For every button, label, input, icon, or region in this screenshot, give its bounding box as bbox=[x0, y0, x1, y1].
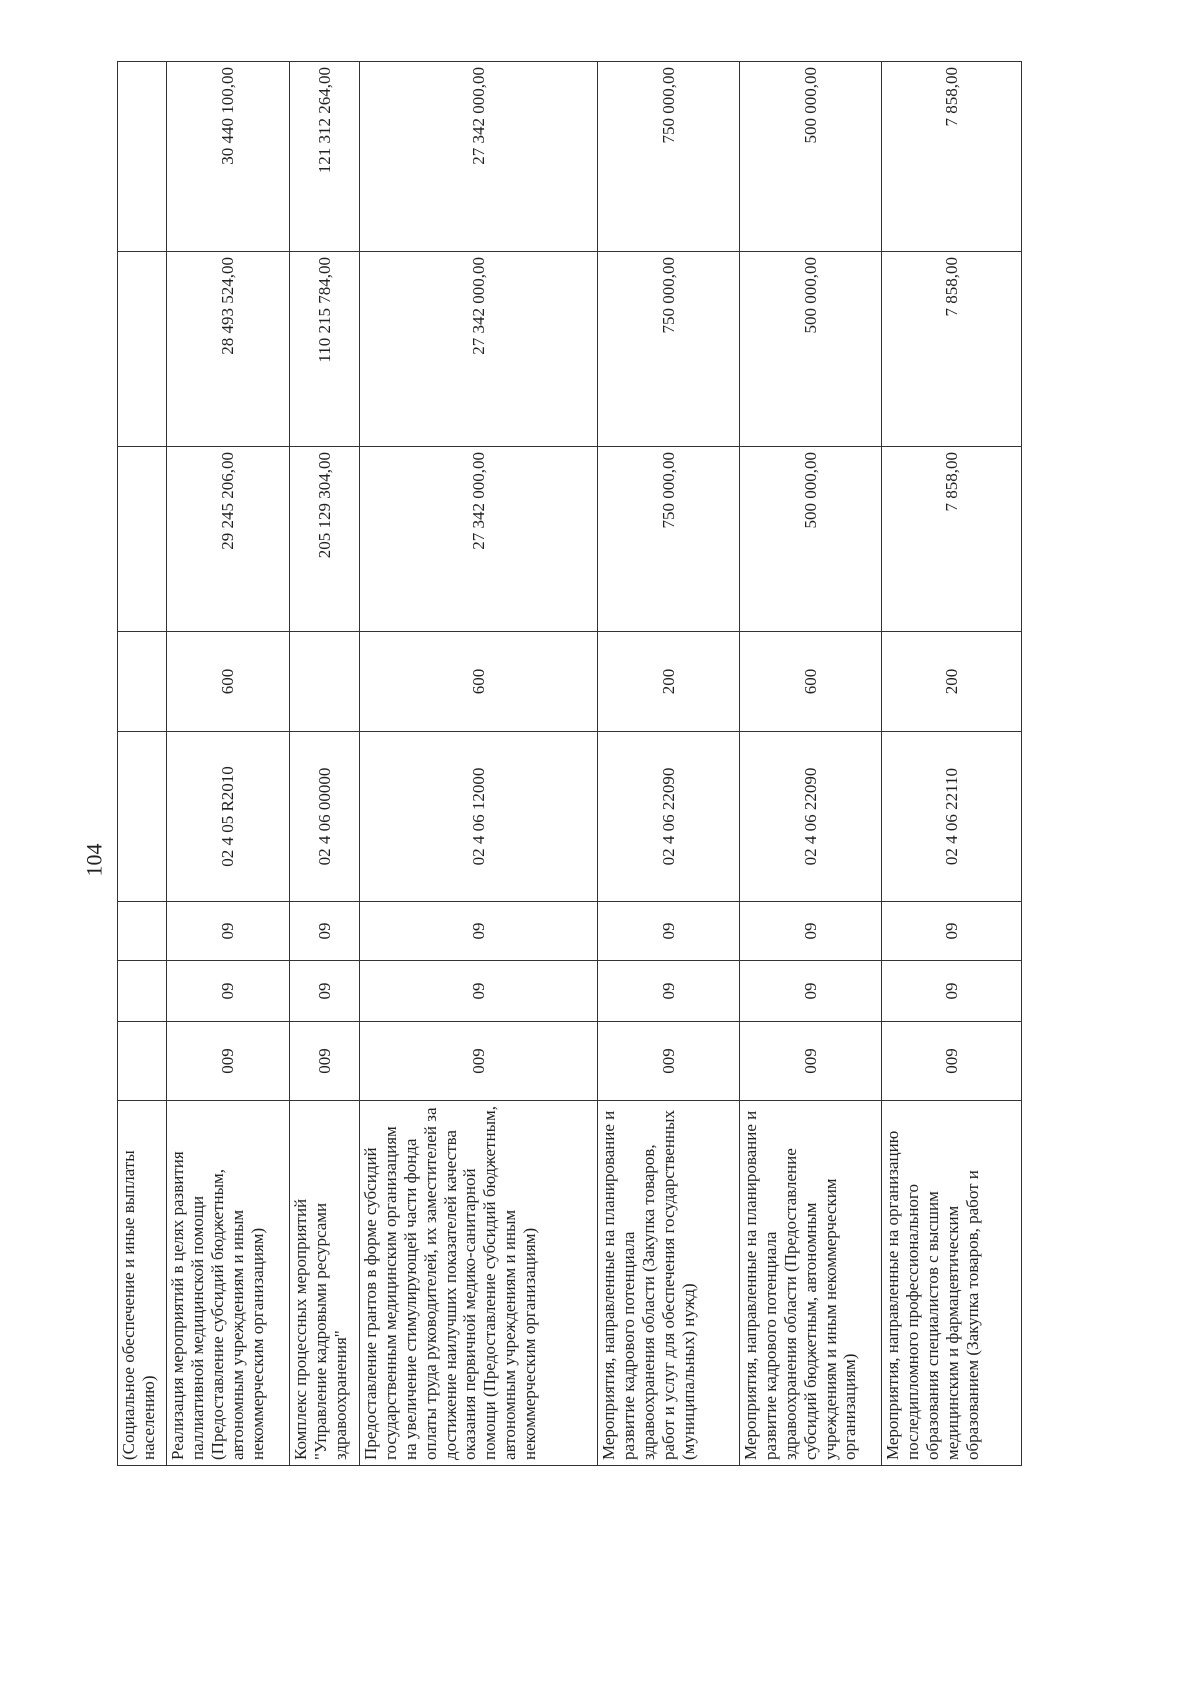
ministry-code: 009 bbox=[290, 1022, 360, 1101]
subsection-code bbox=[118, 902, 167, 961]
row-description: Предоставление грантов в форме субсидий государственным медицинским организациям на увеличение стимулирующей части фонда оплаты труда руководителей, их заместителей за достижение наилучших показателей качества оказания первичной медико-санитарной помощи (Предоставление субсидий бюджетным, автономным учреждениям и иным некоммерческим организациям) bbox=[360, 1101, 598, 1466]
table-row bbox=[740, 62, 882, 1466]
ministry-code: 009 bbox=[882, 1022, 1022, 1101]
target-article-code: 02 4 05 R2010 bbox=[167, 732, 290, 902]
ministry-code: 009 bbox=[598, 1022, 740, 1101]
subsection-code: 09 bbox=[167, 902, 290, 961]
page-number-text: 104 bbox=[81, 843, 106, 877]
expense-type-code: 600 bbox=[167, 632, 290, 732]
amount-col-2: 110 215 784,00 bbox=[290, 252, 360, 447]
subsection-code: 09 bbox=[740, 902, 882, 961]
amount-col-2: 7 858,00 bbox=[882, 252, 1022, 447]
target-article-code: 02 4 06 22090 bbox=[740, 732, 882, 902]
amount-col-1: 500 000,00 bbox=[740, 447, 882, 632]
subsection-code: 09 bbox=[290, 902, 360, 961]
target-article-code: 02 4 06 12000 bbox=[360, 732, 598, 902]
expense-type-code: 200 bbox=[598, 632, 740, 732]
budget-table-sheet bbox=[117, 62, 1021, 1466]
table-row bbox=[167, 62, 290, 1466]
section-code: 09 bbox=[360, 961, 598, 1022]
target-article-code: 02 4 06 00000 bbox=[290, 732, 360, 902]
amount-col-3: 121 312 264,00 bbox=[290, 62, 360, 252]
table-row bbox=[290, 62, 360, 1466]
ministry-code: 009 bbox=[740, 1022, 882, 1101]
budget-table-body bbox=[118, 62, 1022, 1466]
amount-col-1 bbox=[118, 447, 167, 632]
budget-table bbox=[117, 61, 1022, 1466]
amount-col-3: 30 440 100,00 bbox=[167, 62, 290, 252]
target-article-code bbox=[118, 732, 167, 902]
table-row bbox=[360, 62, 598, 1466]
ministry-code: 009 bbox=[167, 1022, 290, 1101]
row-description: (Социальное обеспечение и иные выплаты населению) bbox=[118, 1101, 167, 1466]
row-description: Мероприятия, направленные на планирование и развитие кадрового потенциала здравоохранения области (Закупка товаров, работ и услуг для обеспечения государственных (муниципальных) нужд) bbox=[598, 1101, 740, 1466]
amount-col-3: 500 000,00 bbox=[740, 62, 882, 252]
expense-type-code: 600 bbox=[360, 632, 598, 732]
amount-col-3: 750 000,00 bbox=[598, 62, 740, 252]
ministry-code: 009 bbox=[360, 1022, 598, 1101]
row-description: Комплекс процессных мероприятий "Управление кадровыми ресурсами здравоохранения" bbox=[290, 1101, 360, 1466]
table-row bbox=[118, 62, 167, 1466]
amount-col-1: 27 342 000,00 bbox=[360, 447, 598, 632]
target-article-code: 02 4 06 22090 bbox=[598, 732, 740, 902]
expense-type-code bbox=[290, 632, 360, 732]
row-description: Мероприятия, направленные на планирование и развитие кадрового потенциала здравоохранения области (Предоставление субсидий бюджетным, автономным учреждениям и иным некоммерческим организациям) bbox=[740, 1101, 882, 1466]
amount-col-3: 7 858,00 bbox=[882, 62, 1022, 252]
subsection-code: 09 bbox=[882, 902, 1022, 961]
amount-col-2: 28 493 524,00 bbox=[167, 252, 290, 447]
amount-col-1: 750 000,00 bbox=[598, 447, 740, 632]
amount-col-3 bbox=[118, 62, 167, 252]
section-code: 09 bbox=[290, 961, 360, 1022]
section-code: 09 bbox=[167, 961, 290, 1022]
amount-col-1: 205 129 304,00 bbox=[290, 447, 360, 632]
amount-col-1: 7 858,00 bbox=[882, 447, 1022, 632]
amount-col-2 bbox=[118, 252, 167, 447]
section-code: 09 bbox=[740, 961, 882, 1022]
table-row bbox=[598, 62, 740, 1466]
table-row bbox=[882, 62, 1022, 1466]
expense-type-code: 200 bbox=[882, 632, 1022, 732]
amount-col-3: 27 342 000,00 bbox=[360, 62, 598, 252]
section-code bbox=[118, 961, 167, 1022]
amount-col-1: 29 245 206,00 bbox=[167, 447, 290, 632]
section-code: 09 bbox=[598, 961, 740, 1022]
amount-col-2: 27 342 000,00 bbox=[360, 252, 598, 447]
row-description: Реализация мероприятий в целях развития паллиативной медицинской помощи (Предоставление субсидий бюджетным, автономным учреждениям и иным некоммерческим организациям) bbox=[167, 1101, 290, 1466]
section-code: 09 bbox=[882, 961, 1022, 1022]
subsection-code: 09 bbox=[360, 902, 598, 961]
expense-type-code bbox=[118, 632, 167, 732]
expense-type-code: 600 bbox=[740, 632, 882, 732]
page-number bbox=[79, 830, 109, 890]
row-description: Мероприятия, направленные на организацию последипломного профессионального образования специалистов с высшим медицинским и фармацевтическим образованием (Закупка товаров, работ и bbox=[882, 1101, 1022, 1466]
amount-col-2: 500 000,00 bbox=[740, 252, 882, 447]
ministry-code bbox=[118, 1022, 167, 1101]
subsection-code: 09 bbox=[598, 902, 740, 961]
target-article-code: 02 4 06 22110 bbox=[882, 732, 1022, 902]
amount-col-2: 750 000,00 bbox=[598, 252, 740, 447]
